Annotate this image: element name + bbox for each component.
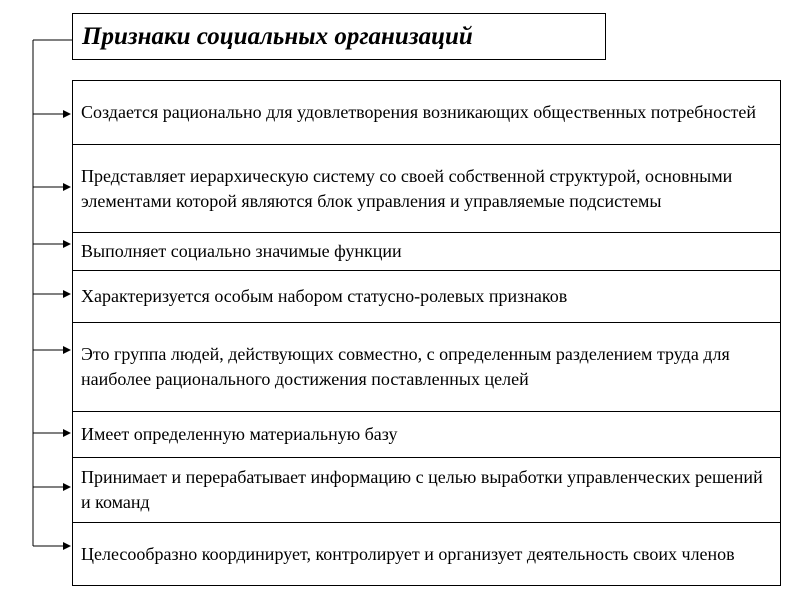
feature-text-8: Целесообразно координирует, контролирует и организует деятельность своих членов [81, 543, 735, 564]
feature-text-3: Выполняет социально значимые функции [81, 241, 402, 261]
feature-text-5: Это группа людей, действующих совместно, с определенным разделением труда для наиболее рационального достижения поставленных целей [81, 344, 730, 389]
feature-row-3 [73, 232, 780, 270]
feature-row-2 [73, 144, 780, 232]
title-box [72, 13, 606, 60]
feature-text-7: Принимает и перерабатывает информацию с целью выработки управленческих решений и команд [81, 467, 763, 512]
feature-row-5 [73, 322, 780, 411]
feature-row-8 [73, 522, 780, 585]
feature-row-1 [73, 81, 780, 144]
feature-row-6 [73, 411, 780, 457]
connector-arrows [33, 114, 70, 546]
feature-text-4: Характеризуется особым набором статусно-ролевых признаков [81, 286, 568, 306]
feature-row-7 [73, 457, 780, 522]
feature-text-1: Создается рационально для удовлетворения возникающих общественных потребностей [81, 102, 756, 122]
diagram-title: Признаки социальных организаций [82, 22, 473, 50]
feature-text-6: Имеет определенную материальную базу [81, 424, 398, 444]
feature-text-2: Представляет иерархическую систему со своей собственной структурой, основными элементами которой являются блок управления и управляемые подсистемы [81, 165, 733, 211]
features-table [72, 80, 781, 586]
feature-row-4 [73, 270, 780, 322]
